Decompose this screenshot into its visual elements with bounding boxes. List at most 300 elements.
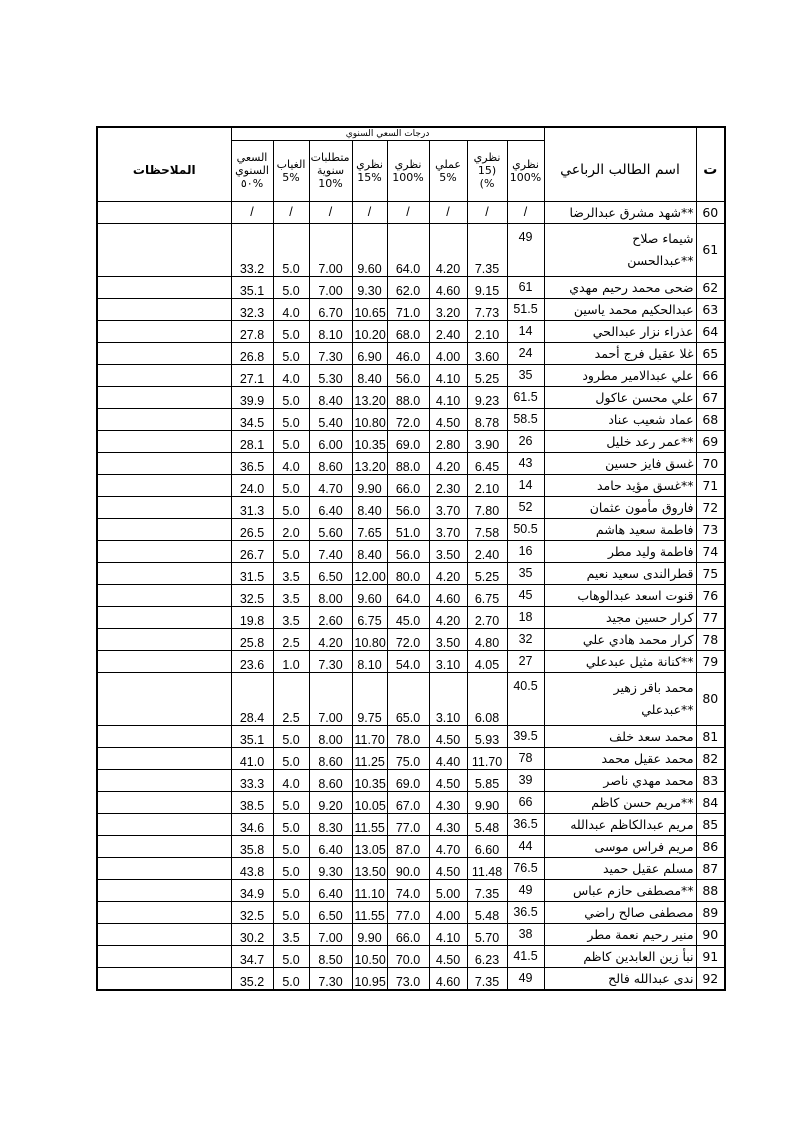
theory-15-cell: 7.35 bbox=[467, 967, 507, 990]
student-name bbox=[544, 835, 696, 857]
student-name bbox=[544, 923, 696, 945]
theory-100b-cell: 62.0 bbox=[387, 276, 429, 298]
absence-cell: 2.5 bbox=[273, 672, 309, 725]
practical-cell: 3.10 bbox=[429, 650, 467, 672]
student-name bbox=[544, 408, 696, 430]
row-number: 80 bbox=[696, 672, 725, 725]
annual-requirements-cell: 8.60 bbox=[309, 747, 352, 769]
practical-cell: 4.30 bbox=[429, 791, 467, 813]
annual-effort-cell: 30.2 bbox=[231, 923, 273, 945]
practical-cell: 4.00 bbox=[429, 901, 467, 923]
table-row bbox=[97, 223, 725, 276]
practical-cell: 4.50 bbox=[429, 408, 467, 430]
table-row bbox=[97, 364, 725, 386]
practical-cell: 2.40 bbox=[429, 320, 467, 342]
annual-effort-cell: 35.1 bbox=[231, 276, 273, 298]
row-number: 71 bbox=[696, 474, 725, 496]
student-name bbox=[544, 945, 696, 967]
practical-cell: 4.10 bbox=[429, 364, 467, 386]
theory-100b-cell: 77.0 bbox=[387, 813, 429, 835]
row-number: 65 bbox=[696, 342, 725, 364]
table-row bbox=[97, 276, 725, 298]
absence-cell: 5.0 bbox=[273, 430, 309, 452]
theory-15-cell: / bbox=[467, 201, 507, 223]
theory-15b-cell: 9.30 bbox=[352, 276, 387, 298]
theory-100b-cell: 71.0 bbox=[387, 298, 429, 320]
absence-cell: 5.0 bbox=[273, 276, 309, 298]
theory-15-cell: 7.80 bbox=[467, 496, 507, 518]
theory-15-cell: 9.23 bbox=[467, 386, 507, 408]
practical-cell: 4.70 bbox=[429, 835, 467, 857]
annual-effort-cell: 41.0 bbox=[231, 747, 273, 769]
absence-cell: 5.0 bbox=[273, 320, 309, 342]
header-annual-requirements: متطلبات سنوية 10% bbox=[309, 140, 352, 201]
student-name bbox=[544, 606, 696, 628]
table-row bbox=[97, 650, 725, 672]
theory-15-cell: 2.40 bbox=[467, 540, 507, 562]
theory-100-cell: 45 bbox=[507, 584, 544, 606]
notes-cell bbox=[97, 967, 231, 990]
practical-cell: 4.50 bbox=[429, 725, 467, 747]
table-row bbox=[97, 967, 725, 990]
annual-effort-cell: 28.4 bbox=[231, 672, 273, 725]
annual-effort-cell: 34.6 bbox=[231, 813, 273, 835]
student-name bbox=[544, 320, 696, 342]
theory-15-cell: 5.85 bbox=[467, 769, 507, 791]
student-name-line: منير رحيم نعمة مطر bbox=[587, 926, 694, 942]
student-name bbox=[544, 386, 696, 408]
theory-15b-cell: 12.00 bbox=[352, 562, 387, 584]
theory-15-cell: 7.35 bbox=[467, 223, 507, 276]
theory-15b-cell: 8.40 bbox=[352, 540, 387, 562]
theory-15-cell: 6.08 bbox=[467, 672, 507, 725]
annual-effort-cell: 28.1 bbox=[231, 430, 273, 452]
student-name-line: محمد باقر زهير bbox=[613, 679, 694, 695]
student-name-line: كرار محمد هادي علي bbox=[582, 631, 694, 647]
theory-100b-cell: 45.0 bbox=[387, 606, 429, 628]
row-number: 78 bbox=[696, 628, 725, 650]
absence-cell: 5.0 bbox=[273, 835, 309, 857]
theory-15-cell: 5.25 bbox=[467, 364, 507, 386]
student-name bbox=[544, 342, 696, 364]
student-name-line: ندى عبدالله فالح bbox=[608, 970, 694, 986]
row-number: 85 bbox=[696, 813, 725, 835]
absence-cell: 2.5 bbox=[273, 628, 309, 650]
notes-cell bbox=[97, 945, 231, 967]
theory-15-cell: 5.25 bbox=[467, 562, 507, 584]
table-row bbox=[97, 201, 725, 223]
theory-15b-cell: 8.40 bbox=[352, 496, 387, 518]
practical-cell: 4.20 bbox=[429, 606, 467, 628]
student-name-line: **كنانة مثيل عبدعلي bbox=[585, 653, 694, 669]
row-number: 63 bbox=[696, 298, 725, 320]
header-annual-effort: السعي السنوي %٥٠ bbox=[231, 140, 273, 201]
row-number: 69 bbox=[696, 430, 725, 452]
annual-effort-cell: / bbox=[231, 201, 273, 223]
table-row bbox=[97, 386, 725, 408]
student-name bbox=[544, 813, 696, 835]
table-row bbox=[97, 540, 725, 562]
table-row bbox=[97, 474, 725, 496]
table-row bbox=[97, 769, 725, 791]
theory-100b-cell: 90.0 bbox=[387, 857, 429, 879]
theory-15b-cell: 10.80 bbox=[352, 408, 387, 430]
absence-cell: 4.0 bbox=[273, 298, 309, 320]
theory-100-cell: 51.5 bbox=[507, 298, 544, 320]
notes-cell bbox=[97, 857, 231, 879]
header-student-name: اسم الطالب الرباعي bbox=[544, 140, 696, 201]
annual-effort-cell: 33.2 bbox=[231, 223, 273, 276]
row-number: 68 bbox=[696, 408, 725, 430]
annual-effort-cell: 31.3 bbox=[231, 496, 273, 518]
theory-100-cell: 35 bbox=[507, 562, 544, 584]
table-row bbox=[97, 320, 725, 342]
notes-cell bbox=[97, 562, 231, 584]
student-name bbox=[544, 562, 696, 584]
theory-100b-cell: 73.0 bbox=[387, 967, 429, 990]
student-name bbox=[544, 364, 696, 386]
theory-100b-cell: 56.0 bbox=[387, 364, 429, 386]
theory-15-cell: 6.60 bbox=[467, 835, 507, 857]
notes-cell bbox=[97, 320, 231, 342]
notes-cell bbox=[97, 725, 231, 747]
student-name bbox=[544, 791, 696, 813]
student-name-line: مصطفى صالح راضي bbox=[584, 904, 694, 920]
annual-effort-cell: 32.5 bbox=[231, 901, 273, 923]
row-number: 91 bbox=[696, 945, 725, 967]
group-header-effort: درجات السعي السنوي bbox=[231, 127, 544, 140]
header-theory-100: نظري 100% bbox=[507, 140, 544, 201]
theory-100b-cell: 66.0 bbox=[387, 474, 429, 496]
annual-requirements-cell: 8.30 bbox=[309, 813, 352, 835]
student-name-line: **عمر رعد خليل bbox=[606, 433, 694, 449]
row-number: 75 bbox=[696, 562, 725, 584]
practical-cell: 2.30 bbox=[429, 474, 467, 496]
theory-100b-cell: 87.0 bbox=[387, 835, 429, 857]
practical-cell: 5.00 bbox=[429, 879, 467, 901]
theory-15b-cell: 10.50 bbox=[352, 945, 387, 967]
theory-15b-cell: 11.10 bbox=[352, 879, 387, 901]
table-row bbox=[97, 813, 725, 835]
notes-cell bbox=[97, 430, 231, 452]
theory-15-cell: 7.35 bbox=[467, 879, 507, 901]
annual-requirements-cell: 6.40 bbox=[309, 835, 352, 857]
practical-cell: 3.50 bbox=[429, 628, 467, 650]
practical-cell: 3.10 bbox=[429, 672, 467, 725]
row-number: 77 bbox=[696, 606, 725, 628]
student-name-line: محمد سعد خلف bbox=[609, 728, 694, 744]
annual-requirements-cell: 7.30 bbox=[309, 967, 352, 990]
theory-100-cell: 58.5 bbox=[507, 408, 544, 430]
theory-100-cell: 16 bbox=[507, 540, 544, 562]
annual-requirements-cell: 5.40 bbox=[309, 408, 352, 430]
absence-cell: 5.0 bbox=[273, 967, 309, 990]
notes-cell bbox=[97, 518, 231, 540]
table-row bbox=[97, 518, 725, 540]
table-row bbox=[97, 835, 725, 857]
row-number: 89 bbox=[696, 901, 725, 923]
theory-100b-cell: 46.0 bbox=[387, 342, 429, 364]
annual-effort-cell: 27.1 bbox=[231, 364, 273, 386]
theory-15-cell: 11.70 bbox=[467, 747, 507, 769]
practical-cell: 4.60 bbox=[429, 276, 467, 298]
practical-cell: 4.10 bbox=[429, 923, 467, 945]
student-name bbox=[544, 672, 696, 725]
theory-100b-cell: 51.0 bbox=[387, 518, 429, 540]
theory-100-cell: / bbox=[507, 201, 544, 223]
table-row bbox=[97, 496, 725, 518]
annual-requirements-cell: 4.20 bbox=[309, 628, 352, 650]
student-name-line: كرار حسين مجيد bbox=[605, 609, 694, 625]
student-name-line: عماد شعيب عناد bbox=[608, 411, 694, 427]
theory-100b-cell: 65.0 bbox=[387, 672, 429, 725]
theory-100-cell: 43 bbox=[507, 452, 544, 474]
absence-cell: / bbox=[273, 201, 309, 223]
notes-cell bbox=[97, 496, 231, 518]
absence-cell: 5.0 bbox=[273, 342, 309, 364]
theory-100b-cell: / bbox=[387, 201, 429, 223]
table-row bbox=[97, 923, 725, 945]
annual-effort-cell: 38.5 bbox=[231, 791, 273, 813]
theory-15b-cell: 8.10 bbox=[352, 650, 387, 672]
theory-15-cell: 7.73 bbox=[467, 298, 507, 320]
row-number: 83 bbox=[696, 769, 725, 791]
theory-100-cell: 14 bbox=[507, 320, 544, 342]
table-row bbox=[97, 628, 725, 650]
theory-100b-cell: 69.0 bbox=[387, 430, 429, 452]
table-row bbox=[97, 298, 725, 320]
absence-cell: 5.0 bbox=[273, 791, 309, 813]
notes-cell bbox=[97, 584, 231, 606]
student-name-line: عذراء نزار عبدالحي bbox=[592, 323, 694, 339]
theory-100b-cell: 69.0 bbox=[387, 769, 429, 791]
theory-15b-cell: 9.60 bbox=[352, 223, 387, 276]
theory-15-cell: 5.48 bbox=[467, 813, 507, 835]
theory-100b-cell: 56.0 bbox=[387, 540, 429, 562]
student-name bbox=[544, 725, 696, 747]
student-name-line: مريم عبدالكاظم عبدالله bbox=[570, 816, 694, 832]
notes-cell bbox=[97, 606, 231, 628]
theory-100-cell: 78 bbox=[507, 747, 544, 769]
practical-cell: 4.00 bbox=[429, 342, 467, 364]
notes-cell bbox=[97, 901, 231, 923]
theory-100b-cell: 54.0 bbox=[387, 650, 429, 672]
theory-100b-cell: 70.0 bbox=[387, 945, 429, 967]
absence-cell: 3.5 bbox=[273, 923, 309, 945]
annual-effort-cell: 25.8 bbox=[231, 628, 273, 650]
student-name bbox=[544, 496, 696, 518]
absence-cell: 3.5 bbox=[273, 562, 309, 584]
notes-cell bbox=[97, 835, 231, 857]
annual-requirements-cell: 6.70 bbox=[309, 298, 352, 320]
theory-100-cell: 61.5 bbox=[507, 386, 544, 408]
theory-15b-cell: 9.90 bbox=[352, 923, 387, 945]
theory-100b-cell: 66.0 bbox=[387, 923, 429, 945]
theory-15b-cell: 10.65 bbox=[352, 298, 387, 320]
theory-100-cell: 36.5 bbox=[507, 813, 544, 835]
theory-15b-cell: 11.55 bbox=[352, 901, 387, 923]
absence-cell: 4.0 bbox=[273, 769, 309, 791]
theory-15-cell: 2.70 bbox=[467, 606, 507, 628]
absence-cell: 3.5 bbox=[273, 606, 309, 628]
theory-15-cell: 4.80 bbox=[467, 628, 507, 650]
annual-requirements-cell: 8.50 bbox=[309, 945, 352, 967]
absence-cell: 5.0 bbox=[273, 747, 309, 769]
table-row bbox=[97, 408, 725, 430]
table-row bbox=[97, 945, 725, 967]
notes-cell bbox=[97, 747, 231, 769]
notes-cell bbox=[97, 452, 231, 474]
student-name-line: قنوت اسعد عبدالوهاب bbox=[577, 587, 694, 603]
annual-effort-cell: 35.1 bbox=[231, 725, 273, 747]
notes-cell bbox=[97, 813, 231, 835]
practical-cell: 4.50 bbox=[429, 945, 467, 967]
theory-100b-cell: 64.0 bbox=[387, 584, 429, 606]
grades-body bbox=[97, 201, 725, 990]
theory-100b-cell: 56.0 bbox=[387, 496, 429, 518]
student-name-line: نبأ زين العابدين كاظم bbox=[583, 948, 694, 964]
theory-100b-cell: 72.0 bbox=[387, 628, 429, 650]
theory-15-cell: 11.48 bbox=[467, 857, 507, 879]
theory-15b-cell: / bbox=[352, 201, 387, 223]
notes-cell bbox=[97, 201, 231, 223]
student-name bbox=[544, 879, 696, 901]
theory-100b-cell: 88.0 bbox=[387, 452, 429, 474]
absence-cell: 5.0 bbox=[273, 223, 309, 276]
annual-requirements-cell: 6.40 bbox=[309, 879, 352, 901]
theory-100-cell: 49 bbox=[507, 879, 544, 901]
row-number: 60 bbox=[696, 201, 725, 223]
annual-requirements-cell: 9.20 bbox=[309, 791, 352, 813]
absence-cell: 5.0 bbox=[273, 901, 309, 923]
student-name bbox=[544, 747, 696, 769]
notes-cell bbox=[97, 628, 231, 650]
table-row bbox=[97, 725, 725, 747]
practical-cell: 4.50 bbox=[429, 857, 467, 879]
theory-100b-cell: 72.0 bbox=[387, 408, 429, 430]
row-number: 73 bbox=[696, 518, 725, 540]
table-row bbox=[97, 430, 725, 452]
theory-15-cell: 5.93 bbox=[467, 725, 507, 747]
theory-15b-cell: 11.25 bbox=[352, 747, 387, 769]
student-name-line: فاروق مأمون عثمان bbox=[589, 499, 694, 515]
row-number: 62 bbox=[696, 276, 725, 298]
absence-cell: 3.5 bbox=[273, 584, 309, 606]
theory-15b-cell: 10.95 bbox=[352, 967, 387, 990]
theory-100-cell: 49 bbox=[507, 223, 544, 276]
notes-cell bbox=[97, 386, 231, 408]
absence-cell: 1.0 bbox=[273, 650, 309, 672]
theory-100-cell: 39.5 bbox=[507, 725, 544, 747]
theory-100-cell: 14 bbox=[507, 474, 544, 496]
annual-requirements-cell: 8.60 bbox=[309, 769, 352, 791]
theory-100-cell: 24 bbox=[507, 342, 544, 364]
annual-requirements-cell: 6.50 bbox=[309, 562, 352, 584]
header-theory-15-percent: نظري (15 %) bbox=[467, 140, 507, 201]
header-practical-5: عملي 5% bbox=[429, 140, 467, 201]
notes-cell bbox=[97, 540, 231, 562]
theory-100-cell: 38 bbox=[507, 923, 544, 945]
annual-effort-cell: 35.2 bbox=[231, 967, 273, 990]
notes-cell bbox=[97, 650, 231, 672]
student-name-line: **شهد مشرق عبدالرضا bbox=[569, 204, 694, 220]
theory-100-cell: 61 bbox=[507, 276, 544, 298]
annual-effort-cell: 24.0 bbox=[231, 474, 273, 496]
practical-cell: 4.30 bbox=[429, 813, 467, 835]
student-name-line: **عبدالحسن bbox=[627, 252, 694, 268]
student-name-line: **مريم حسن كاظم bbox=[591, 794, 694, 810]
practical-cell: 4.10 bbox=[429, 386, 467, 408]
student-name-line: عبدالحكيم محمد ياسين bbox=[573, 301, 694, 317]
absence-cell: 5.0 bbox=[273, 945, 309, 967]
annual-effort-cell: 27.8 bbox=[231, 320, 273, 342]
notes-cell bbox=[97, 791, 231, 813]
student-name bbox=[544, 769, 696, 791]
theory-100-cell: 35 bbox=[507, 364, 544, 386]
table-row bbox=[97, 901, 725, 923]
theory-15b-cell: 10.80 bbox=[352, 628, 387, 650]
row-number: 82 bbox=[696, 747, 725, 769]
theory-100-cell: 49 bbox=[507, 967, 544, 990]
student-name-line: **غسق مؤيد حامد bbox=[596, 477, 694, 493]
theory-100b-cell: 67.0 bbox=[387, 791, 429, 813]
student-name bbox=[544, 540, 696, 562]
student-name bbox=[544, 474, 696, 496]
header-notes: الملاحظات bbox=[97, 140, 231, 201]
header-theory-15-b: نظري 15% bbox=[352, 140, 387, 201]
table-row bbox=[97, 452, 725, 474]
annual-effort-cell: 26.5 bbox=[231, 518, 273, 540]
student-name bbox=[544, 584, 696, 606]
theory-15-cell: 6.23 bbox=[467, 945, 507, 967]
student-name-line: شيماء صلاح bbox=[632, 230, 694, 246]
row-number: 74 bbox=[696, 540, 725, 562]
annual-requirements-cell: 7.40 bbox=[309, 540, 352, 562]
theory-15b-cell: 7.65 bbox=[352, 518, 387, 540]
annual-requirements-cell: 6.50 bbox=[309, 901, 352, 923]
theory-15b-cell: 13.05 bbox=[352, 835, 387, 857]
row-number: 72 bbox=[696, 496, 725, 518]
practical-cell: 2.80 bbox=[429, 430, 467, 452]
table-row bbox=[97, 879, 725, 901]
theory-15b-cell: 9.60 bbox=[352, 584, 387, 606]
table-row bbox=[97, 342, 725, 364]
table-row bbox=[97, 672, 725, 725]
annual-requirements-cell: 7.30 bbox=[309, 650, 352, 672]
row-number: 70 bbox=[696, 452, 725, 474]
annual-requirements-cell: / bbox=[309, 201, 352, 223]
student-name-line: مسلم عقيل حميد bbox=[602, 860, 694, 876]
theory-100-cell: 66 bbox=[507, 791, 544, 813]
row-number: 86 bbox=[696, 835, 725, 857]
absence-cell: 5.0 bbox=[273, 386, 309, 408]
student-name bbox=[544, 452, 696, 474]
theory-15b-cell: 6.75 bbox=[352, 606, 387, 628]
absence-cell: 5.0 bbox=[273, 725, 309, 747]
practical-cell: 3.50 bbox=[429, 540, 467, 562]
theory-15b-cell: 13.20 bbox=[352, 386, 387, 408]
student-name-line: علي عبدالامير مطرود bbox=[582, 367, 694, 383]
student-name-line: ضحى محمد رحيم مهدي bbox=[569, 279, 694, 295]
practical-cell: 4.60 bbox=[429, 584, 467, 606]
theory-100-cell: 18 bbox=[507, 606, 544, 628]
annual-effort-cell: 39.9 bbox=[231, 386, 273, 408]
row-number: 61 bbox=[696, 223, 725, 276]
theory-15b-cell: 13.50 bbox=[352, 857, 387, 879]
student-name-line: فاطمة سعيد هاشم bbox=[595, 521, 694, 537]
absence-cell: 4.0 bbox=[273, 364, 309, 386]
student-name-line: محمد مهدي ناصر bbox=[603, 772, 694, 788]
